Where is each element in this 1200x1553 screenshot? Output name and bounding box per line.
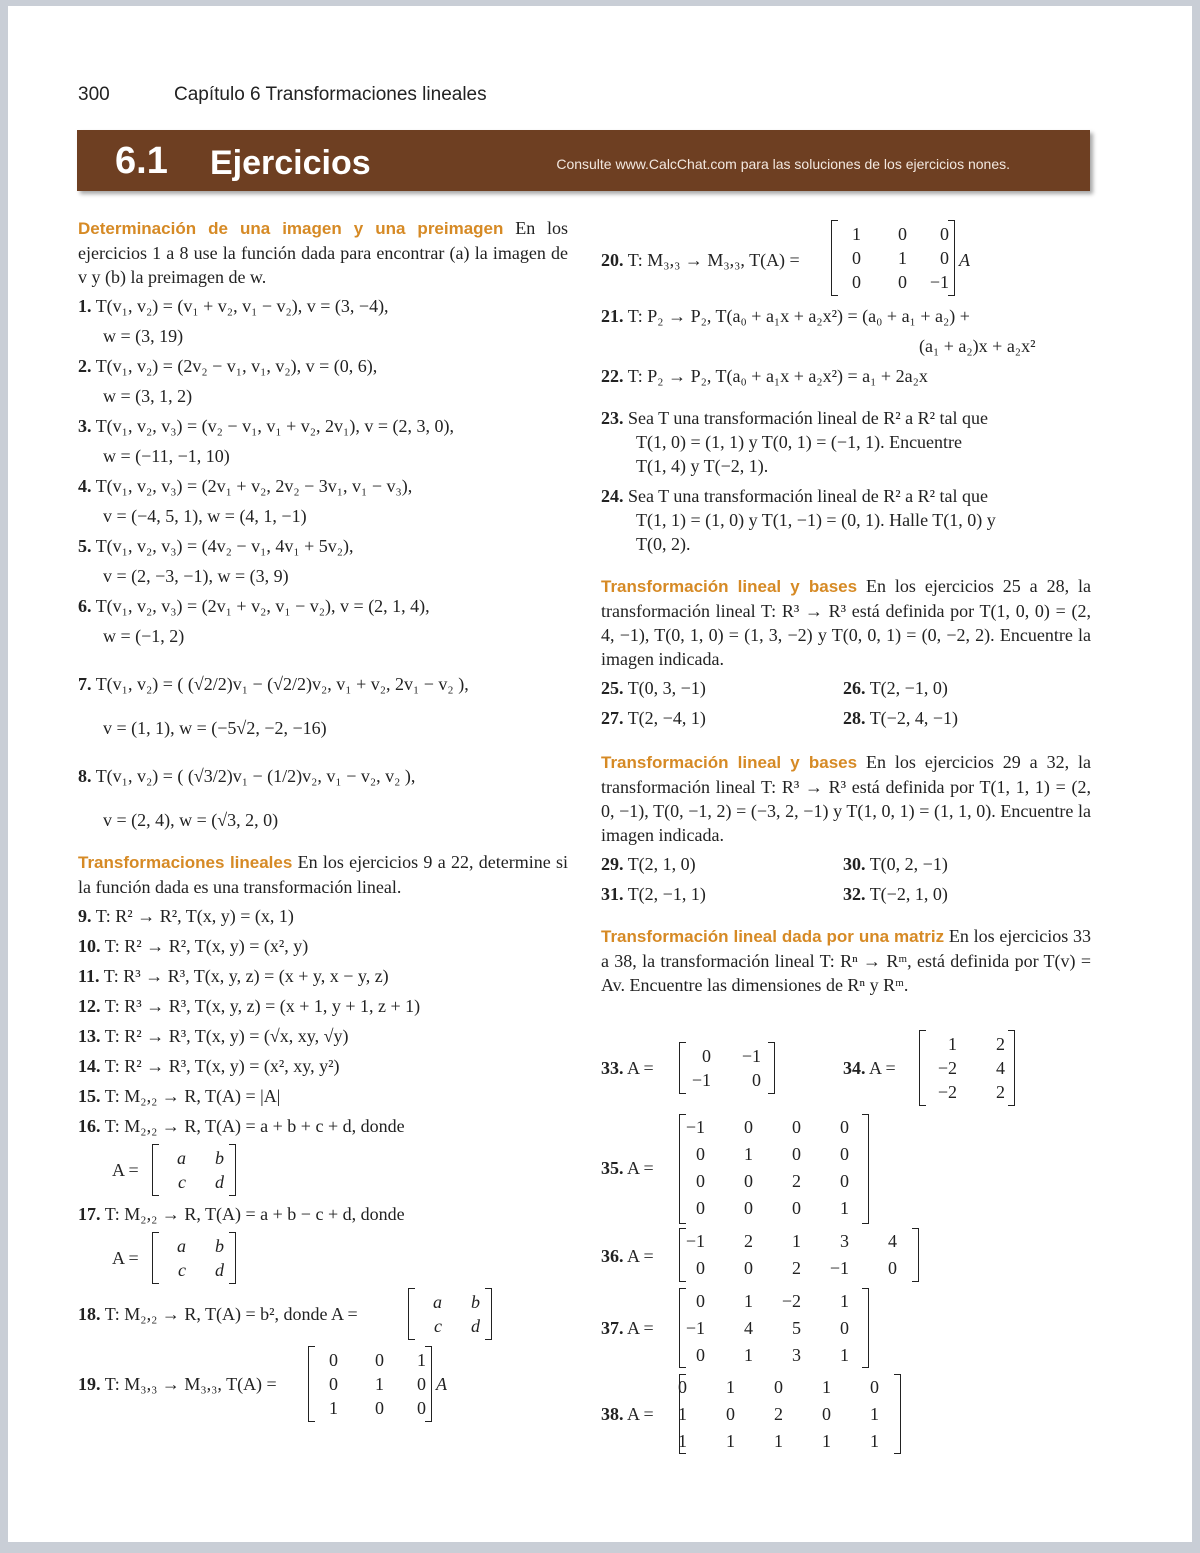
exercise-1: 1. T(v₁, v₂) = (v₁ + v₂, v₁ − v₂), v = (3, −4), w = (3, 19) xyxy=(78,296,389,346)
exercise-15: 15. T: M₂,₂ → R, T(A) = |A| xyxy=(78,1086,281,1106)
matrix-cell: 0 xyxy=(696,1171,705,1191)
matrix-cell: 0 xyxy=(888,1258,897,1278)
matrix-cell: 0 xyxy=(822,1404,831,1424)
matrix-cell: 1 xyxy=(840,1198,849,1218)
matrix-cell: 0 xyxy=(792,1198,801,1218)
section-title: Ejercicios xyxy=(210,144,371,182)
matrix-cell: −2 xyxy=(781,1291,801,1311)
matrix-abcd-18: a b c d xyxy=(408,1288,492,1340)
exercise-11: 11. T: R³ → R³, T(x, y, z) = (x + y, x − y, z) xyxy=(78,966,389,986)
matrix-abcd-16: a b c d xyxy=(152,1144,236,1196)
matrix-cell: 0 xyxy=(774,1377,783,1397)
exercise-24: 24. Sea T una transformación lineal de R² a R² tal que T(1, 1) = (1, 0) y T(1, −1) = (0, 1). Halle T(1, 0) y T(0, 2). xyxy=(601,486,996,554)
page-number: 300 xyxy=(78,84,110,105)
section-heading-text: Transformación lineal y bases xyxy=(601,753,858,772)
a-label: A = xyxy=(112,1160,139,1180)
exercise-3: 3. T(v₁, v₂, v₃) = (v₂ − v₁, v₁ + v₂, 2v₁), v = (2, 3, 0), w = (−11, −1, 10) xyxy=(78,416,454,466)
matrix-cell: 0 xyxy=(840,1144,849,1164)
matrix-cell: 0 xyxy=(744,1258,753,1278)
matrix-cell: 1 xyxy=(870,1431,879,1451)
matrix-36 xyxy=(679,1228,919,1282)
matrix-cell: 0 xyxy=(792,1144,801,1164)
matrix-cell: 0 xyxy=(744,1171,753,1191)
exercise-16: 16. T: M₂,₂ → R, T(A) = a + b + c + d, donde xyxy=(78,1116,405,1136)
matrix-cell: 1 xyxy=(822,1377,831,1397)
matrix-cell: 1 xyxy=(822,1431,831,1451)
matrix-abcd-17: a b c d xyxy=(152,1232,236,1284)
matrix-cell: 1 xyxy=(840,1291,849,1311)
section-heading-matrix xyxy=(601,924,1091,997)
chapter-title: Capítulo 6 Transformaciones lineales xyxy=(174,84,487,105)
matrix-38 xyxy=(679,1374,901,1454)
exercise-10: 10. T: R² → R², T(x, y) = (x², y) xyxy=(78,936,309,956)
exercise-23: 23. Sea T una transformación lineal de R² a R² tal que T(1, 0) = (1, 1) y T(0, 1) = (−1, 1). Encuentre T(1, 4) y T(−2, 1). xyxy=(601,408,989,476)
matrix-cell: 0 xyxy=(726,1404,735,1424)
exercise-21: 21. T: P₂ → P₂, T(a₀ + a₁x + a₂x²) = (a₀ + a₁ + a₂) + (a₁ + a₂)x + a₂x² xyxy=(601,306,1036,356)
matrix-cell: −1 xyxy=(685,1117,705,1137)
matrix-cell: 0 xyxy=(840,1318,849,1338)
exercise-28: 28. T(−2, 4, −1) xyxy=(843,708,958,728)
matrix-cell: 2 xyxy=(792,1258,801,1278)
section-intro: En los ejercicios 9 a 22, determine si la función dada es una transformación lineal. xyxy=(78,852,568,897)
exercise-7: 7. T(v₁, v₂) = ( (√2/2)v₁ − (√2/2)v₂, v₁ + v₂, 2v₁ − v₂ ), v = (1, 1), w = (−5√2, −2, −16) xyxy=(78,674,469,738)
exercise-25: 25. T(0, 3, −1) xyxy=(601,678,706,698)
matrix-37 xyxy=(679,1288,869,1368)
exercise-20: 20. T: M₃,₃ → M₃,₃, T(A) = xyxy=(601,250,800,270)
exercise-18: 18. T: M₂,₂ → R, T(A) = b², donde A = xyxy=(78,1304,358,1324)
matrix-cell: 0 xyxy=(840,1117,849,1137)
exercise-22: 22. T: P₂ → P₂, T(a₀ + a₁x + a₂x²) = a₁ + 2a₂x xyxy=(601,366,928,386)
matrix-cell: 1 xyxy=(678,1431,687,1451)
matrix-cell: 1 xyxy=(870,1404,879,1424)
matrix-33: 0 −1 −1 0 xyxy=(679,1042,775,1094)
section-intro: En los ejercicios 1 a 8 use la función dada para encontrar (a) la imagen de v y (b) la preimagen de w. xyxy=(78,218,568,287)
section-heading-text: Transformación lineal y bases xyxy=(601,577,858,596)
matrix-cell: 0 xyxy=(696,1345,705,1365)
matrix-cell: 0 xyxy=(696,1291,705,1311)
a-label: A = xyxy=(112,1248,139,1268)
section-heading-linear xyxy=(78,850,568,899)
matrix-cell: 1 xyxy=(726,1431,735,1451)
exercise-33: 33. A = xyxy=(601,1058,654,1078)
running-header xyxy=(78,84,487,106)
exercise-38: 38. A = xyxy=(601,1404,654,1424)
matrix-cell: 3 xyxy=(792,1345,801,1365)
matrix-cell: 0 xyxy=(696,1258,705,1278)
matrix-cell: 0 xyxy=(744,1117,753,1137)
exercise-9: 9. T: R² → R², T(x, y) = (x, 1) xyxy=(78,906,294,926)
section-heading-bases-1 xyxy=(601,574,1091,671)
exercise-31: 31. T(2, −1, 1) xyxy=(601,884,706,904)
exercise-34: 34. A = xyxy=(843,1058,896,1078)
section-heading-text: Transformación lineal dada por una matriz xyxy=(601,927,945,946)
matrix-cell: 2 xyxy=(792,1171,801,1191)
matrix-cell: 1 xyxy=(678,1404,687,1424)
matrix-cell: −1 xyxy=(685,1231,705,1251)
exercise-13: 13. T: R² → R³, T(x, y) = (√x, xy, √y) xyxy=(78,1026,349,1046)
section-banner xyxy=(77,130,1090,191)
matrix-cell: 0 xyxy=(696,1144,705,1164)
exercise-35: 35. A = xyxy=(601,1158,654,1178)
matrix-cell: −1 xyxy=(685,1318,705,1338)
matrix-34: 1 2 −2 4 −2 2 xyxy=(919,1030,1015,1106)
matrix-cell: 1 xyxy=(726,1377,735,1397)
matrix-cell: 1 xyxy=(744,1144,753,1164)
exercise-29: 29. T(2, 1, 0) xyxy=(601,854,696,874)
calcchat-note: Consulte www.CalcChat.com para las soluciones de los ejercicios nones. xyxy=(556,156,1010,172)
matrix-cell: −1 xyxy=(829,1258,849,1278)
section-intro: En los ejercicios 29 a 32, la transformación lineal T: R³ → R³ está definida por T(1, 1, 1) = (2, 0, −1), T(0, −1, 2) = (−3, 2, −1) y T(1, 0, 1) = (1, 1, 0). Encuentre la imagen indicada. xyxy=(601,752,1091,845)
section-intro: En los ejercicios 25 a 28, la transformación lineal T: R³ → R³ está definida por T(1, 0, 0) = (2, 4, −1), T(0, 1, 0) = (1, 3, −2) y T(0, 0, 1) = (0, −2, 2). Encuentre la imagen indicada. xyxy=(601,576,1091,669)
exercise-17: 17. T: M₂,₂ → R, T(A) = a + b − c + d, donde xyxy=(78,1204,405,1224)
section-intro: En los ejercicios 33 a 38, la transformación lineal T: Rⁿ → Rᵐ, está definida por T(v) = Av. Encuentre las dimensiones de Rⁿ y Rᵐ. xyxy=(601,926,1092,995)
exercise-36: 36. A = xyxy=(601,1246,654,1266)
matrix-cell: 5 xyxy=(792,1318,801,1338)
exercise-37: 37. A = xyxy=(601,1318,654,1338)
exercise-2: 2. T(v₁, v₂) = (2v₂ − v₁, v₁, v₂), v = (0, 6), w = (3, 1, 2) xyxy=(78,356,378,406)
matrix-cell: 0 xyxy=(678,1377,687,1397)
matrix-suffix: A xyxy=(959,250,970,270)
exercise-6: 6. T(v₁, v₂, v₃) = (2v₁ + v₂, v₁ − v₂), v = (2, 1, 4), w = (−1, 2) xyxy=(78,596,430,646)
matrix-20: 1 0 0 0 1 0 0 0 −1 xyxy=(831,220,955,296)
exercise-32: 32. T(−2, 1, 0) xyxy=(843,884,948,904)
matrix-cell: 0 xyxy=(792,1117,801,1137)
matrix-cell: 4 xyxy=(888,1231,897,1251)
matrix-cell: 1 xyxy=(744,1345,753,1365)
matrix-cell: 0 xyxy=(840,1171,849,1191)
matrix-cell: 1 xyxy=(744,1291,753,1311)
matrix-cell: 0 xyxy=(870,1377,879,1397)
matrix-cell: 1 xyxy=(792,1231,801,1251)
page xyxy=(8,6,1192,1542)
exercise-8: 8. T(v₁, v₂) = ( (√3/2)v₁ − (1/2)v₂, v₁ − v₂, v₂ ), v = (2, 4), w = (√3, 2, 0) xyxy=(78,766,416,830)
matrix-cell: 2 xyxy=(774,1404,783,1424)
matrix-cell: 1 xyxy=(774,1431,783,1451)
matrix-suffix: A xyxy=(436,1374,447,1394)
section-number: 6.1 xyxy=(115,140,168,182)
matrix-cell: 0 xyxy=(744,1198,753,1218)
matrix-cell: 0 xyxy=(696,1198,705,1218)
exercise-5: 5. T(v₁, v₂, v₃) = (4v₂ − v₁, 4v₁ + 5v₂), v = (2, −3, −1), w = (3, 9) xyxy=(78,536,354,586)
matrix-cell: 4 xyxy=(744,1318,753,1338)
exercise-12: 12. T: R³ → R³, T(x, y, z) = (x + 1, y + 1, z + 1) xyxy=(78,996,421,1016)
section-heading-text: Determinación de una imagen y una preimagen xyxy=(78,219,504,238)
matrix-35 xyxy=(679,1114,869,1224)
exercise-14: 14. T: R² → R³, T(x, y) = (x², xy, y²) xyxy=(78,1056,340,1076)
section-heading-bases-2 xyxy=(601,750,1091,847)
section-heading-preimage xyxy=(78,216,568,289)
exercise-30: 30. T(0, 2, −1) xyxy=(843,854,948,874)
matrix-cell: 3 xyxy=(840,1231,849,1251)
matrix-cell: 1 xyxy=(840,1345,849,1365)
exercise-26: 26. T(2, −1, 0) xyxy=(843,678,948,698)
matrix-cell: 2 xyxy=(744,1231,753,1251)
exercise-27: 27. T(2, −4, 1) xyxy=(601,708,706,728)
exercise-4: 4. T(v₁, v₂, v₃) = (2v₁ + v₂, 2v₂ − 3v₁, v₁ − v₃), v = (−4, 5, 1), w = (4, 1, −1) xyxy=(78,476,413,526)
section-heading-text: Transformaciones lineales xyxy=(78,853,293,872)
exercise-19: 19. T: M₃,₃ → M₃,₃, T(A) = xyxy=(78,1374,277,1394)
matrix-19: 0 0 1 0 1 0 1 0 0 xyxy=(308,1346,432,1422)
